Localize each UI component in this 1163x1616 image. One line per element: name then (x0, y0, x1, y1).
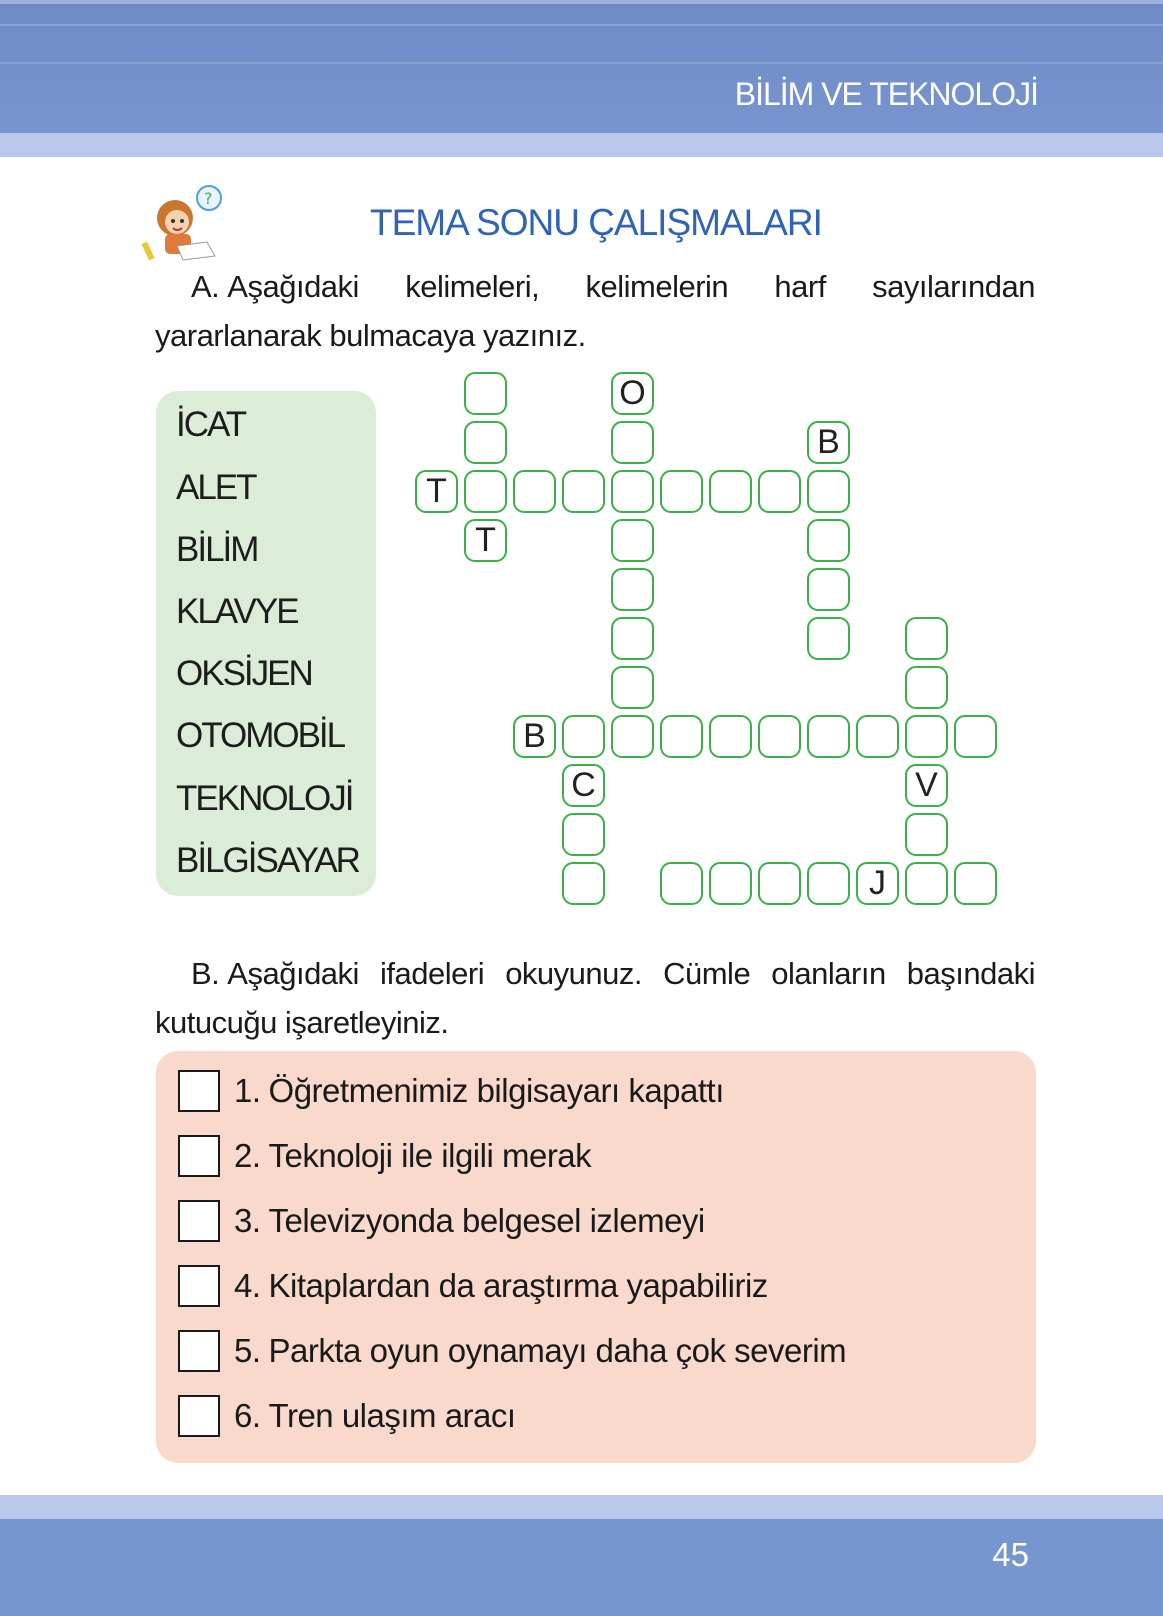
crossword-cell[interactable] (807, 470, 850, 513)
crossword-cell[interactable] (709, 862, 752, 905)
crossword-cell[interactable] (464, 372, 507, 415)
statement-item (178, 1262, 768, 1310)
crossword-given-cell: C (562, 764, 605, 807)
crossword-given-cell: J (856, 862, 899, 905)
girl-question-icon (137, 184, 227, 264)
crossword-given-cell: V (905, 764, 948, 807)
statement-text: Öğretmenimiz bilgisayarı kapattı (268, 1072, 724, 1109)
crossword-cell[interactable] (758, 715, 801, 758)
footer-topline (0, 1495, 1163, 1519)
statement-number: 6. (234, 1397, 261, 1434)
crossword-cell[interactable] (562, 813, 605, 856)
section-b-label: B. (191, 956, 220, 991)
statement-number: 5. (234, 1332, 261, 1369)
word-bank (156, 391, 376, 896)
statement-item (178, 1197, 705, 1245)
statement-number: 1. (234, 1072, 261, 1109)
word-item: İCAT (176, 405, 246, 444)
crossword-cell[interactable] (562, 715, 605, 758)
word-item: OKSİJEN (176, 654, 312, 693)
section-b-text: Aşağıdaki ifadeleri okuyunuz. Cümle olanların başındaki kutucuğu işaretleyiniz. (155, 956, 1035, 1040)
statement-checkbox[interactable] (178, 1070, 220, 1112)
crossword-cell[interactable] (611, 421, 654, 464)
crossword-cell[interactable] (611, 715, 654, 758)
crossword-cell[interactable] (611, 519, 654, 562)
svg-text:?: ? (204, 189, 213, 208)
word-item: OTOMOBİL (176, 716, 345, 755)
crossword-cell[interactable] (905, 617, 948, 660)
header-underline (0, 133, 1163, 157)
statement-text: Televizyonda belgesel izlemeyi (268, 1202, 705, 1239)
footer-band (0, 1519, 1163, 1616)
statement-checkbox[interactable] (178, 1395, 220, 1437)
word-item: KLAVYE (176, 592, 298, 631)
section-b-instruction (155, 949, 1035, 1047)
crossword-cell[interactable] (807, 715, 850, 758)
crossword-cell[interactable] (709, 470, 752, 513)
statement-list (156, 1051, 1036, 1463)
crossword-cell[interactable] (660, 715, 703, 758)
crossword-given-cell: B (513, 715, 556, 758)
crossword-cell[interactable] (611, 666, 654, 709)
crossword-given-cell: T (464, 519, 507, 562)
crossword-cell[interactable] (905, 813, 948, 856)
header-band (0, 0, 1163, 133)
crossword-given-cell: T (415, 470, 458, 513)
crossword-cell[interactable] (758, 470, 801, 513)
statement-number: 4. (234, 1267, 261, 1304)
crossword-cell[interactable] (856, 715, 899, 758)
crossword-cell[interactable] (709, 715, 752, 758)
word-item: BİLGİSAYAR (176, 841, 359, 880)
crossword-cell[interactable] (758, 862, 801, 905)
statement-text: Tren ulaşım aracı (268, 1397, 516, 1434)
crossword-given-cell: O (611, 372, 654, 415)
crossword-cell[interactable] (905, 666, 948, 709)
crossword-cell[interactable] (954, 862, 997, 905)
word-item: BİLİM (176, 530, 258, 569)
crossword-given-cell: B (807, 421, 850, 464)
crossword-cell[interactable] (660, 862, 703, 905)
statement-item (178, 1392, 516, 1440)
crossword-cell[interactable] (513, 470, 556, 513)
statement-text: Teknoloji ile ilgili merak (268, 1137, 592, 1174)
crossword-cell[interactable] (611, 568, 654, 611)
crossword-cell[interactable] (611, 470, 654, 513)
page-number: 45 (992, 1536, 1029, 1573)
crossword-cell[interactable] (905, 715, 948, 758)
statement-checkbox[interactable] (178, 1330, 220, 1372)
crossword-cell[interactable] (562, 862, 605, 905)
statement-checkbox[interactable] (178, 1200, 220, 1242)
word-item: TEKNOLOJİ (176, 779, 353, 818)
section-a-instruction (155, 262, 1035, 360)
page-title: TEMA SONU ÇALIŞMALARI (370, 202, 822, 243)
crossword-cell[interactable] (464, 421, 507, 464)
crossword-cell[interactable] (954, 715, 997, 758)
crossword-cell[interactable] (807, 519, 850, 562)
statement-item (178, 1132, 591, 1180)
crossword-cell[interactable] (464, 470, 507, 513)
statement-text: Kitaplardan da araştırma yapabiliriz (268, 1267, 768, 1304)
header-title: BİLİM VE TEKNOLOJİ (734, 76, 1038, 112)
statement-number: 3. (234, 1202, 261, 1239)
crossword-cell[interactable] (807, 862, 850, 905)
crossword-cell[interactable] (562, 470, 605, 513)
statement-text: Parkta oyun oynamayı daha çok severim (268, 1332, 847, 1369)
section-a-text: Aşağıdaki kelimeleri, kelimelerin harf sayılarından yararlanarak bulmacaya yazınız. (155, 269, 1035, 353)
statement-item (178, 1067, 724, 1115)
word-item: ALET (176, 468, 256, 507)
statement-checkbox[interactable] (178, 1135, 220, 1177)
crossword-cell[interactable] (611, 617, 654, 660)
statement-checkbox[interactable] (178, 1265, 220, 1307)
statement-number: 2. (234, 1137, 261, 1174)
crossword-cell[interactable] (807, 568, 850, 611)
crossword-cell[interactable] (807, 617, 850, 660)
section-a-label: A. (191, 269, 220, 304)
crossword-cell[interactable] (905, 862, 948, 905)
statement-item (178, 1327, 846, 1375)
crossword-cell[interactable] (660, 470, 703, 513)
